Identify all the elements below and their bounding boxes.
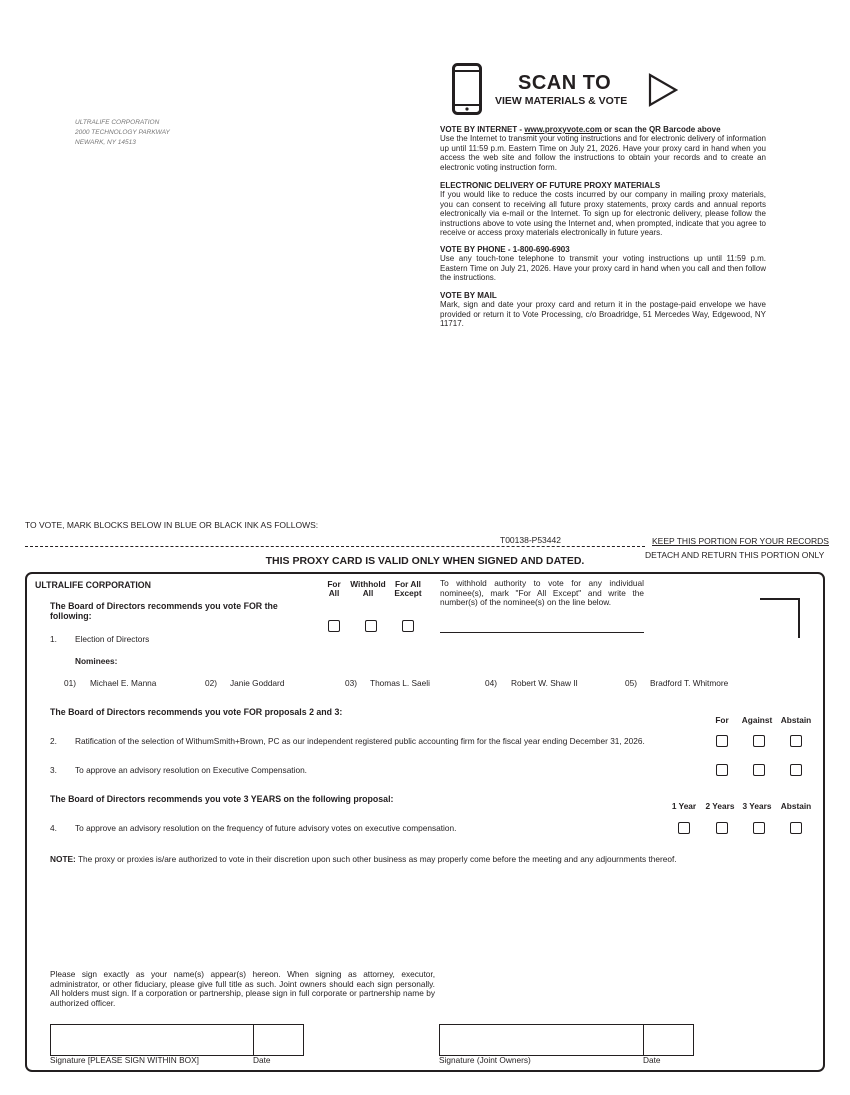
item-3-label: To approve an advisory resolution on Executive Compensation. [75, 765, 307, 775]
item-2-number: 2. [50, 736, 57, 746]
nominee-number: 03) [345, 678, 357, 688]
vote-by-phone [440, 245, 766, 283]
play-arrow-icon [648, 73, 678, 107]
note [50, 855, 696, 865]
col-header-3-years: 3 Years [742, 801, 772, 811]
nominee-number: 04) [485, 678, 497, 688]
vote-mail-body: Mark, sign and date your proxy card and return it in the postage-paid envelope we have provided or return it to Vote Processing, c/o Broadridge, 51 Mercedes Way, Edgewood, NY 11717. [440, 300, 766, 329]
nominee-number: 02) [205, 678, 217, 688]
signature-label: Signature [PLEASE SIGN WITHIN BOX] [50, 1055, 199, 1065]
col-header-for-all [322, 580, 346, 598]
item-1-number: 1. [50, 634, 57, 644]
ink-instruction: TO VOTE, MARK BLOCKS BELOW IN BLUE OR BLACK INK AS FOLLOWS: [25, 520, 319, 530]
validity-notice: THIS PROXY CARD IS VALID ONLY WHEN SIGNED AND DATED. [265, 555, 585, 567]
company-address-line: NEWARK, NY 14513 [75, 139, 136, 146]
col-header-1-year: 1 Year [671, 801, 697, 811]
electronic-delivery-heading: ELECTRONIC DELIVERY OF FUTURE PROXY MATERIALS [440, 181, 661, 190]
col-header-for-all-line: For [327, 579, 341, 589]
checkbox-item-2-abstain[interactable] [790, 735, 802, 747]
vote-by-mail [440, 291, 766, 329]
col-header-for-all-line: All [328, 588, 340, 598]
checkbox-withhold-all[interactable] [365, 620, 377, 632]
checkbox-item-3-for[interactable] [716, 764, 728, 776]
item-4-number: 4. [50, 823, 57, 833]
registration-corner-mark [760, 598, 800, 638]
vote-phone-body: Use any touch-tone telephone to transmit your voting instructions up until 11:59 p.m. Eastern Time on July 21, 2026. Have your proxy card in hand when you call and then follow the instructions. [440, 254, 766, 283]
nominee-number: 01) [64, 678, 76, 688]
checkbox-item-2-for[interactable] [716, 735, 728, 747]
vote-by-internet [440, 125, 766, 172]
scan-subtitle: VIEW MATERIALS & VOTE [495, 95, 628, 107]
col-header-for-all-except-line: For All [395, 579, 421, 589]
checkbox-item-2-against[interactable] [753, 735, 765, 747]
vote-phone-heading: VOTE BY PHONE - 1-800-690-6903 [440, 245, 570, 254]
col-header-against: Against [741, 715, 773, 725]
nominee-name: Thomas L. Saeli [370, 678, 430, 688]
electronic-delivery-body: If you would like to reduce the costs incurred by our company in mailing proxy materials, you can consent to receiving all future proxy statements, proxy cards and annual reports electronically via e-mail or the Internet. To sign up for electronic delivery, please follow the instructions above to vote using the Internet and, when prompted, indicate that you agree to receive or access proxy materials electronically in future years. [440, 190, 766, 238]
item-1-label: Election of Directors [75, 634, 150, 644]
signature-box[interactable] [50, 1024, 254, 1056]
item-3-number: 3. [50, 765, 57, 775]
checkbox-item-4-abstain[interactable] [790, 822, 802, 834]
except-nominee-line[interactable] [440, 632, 644, 633]
signing-instructions: Please sign exactly as your name(s) appear(s) hereon. When signing as attorney, executor, administrator, or other fiduciary, please give full title as such. Joint owners should each sign personally. All holders must sign. If a corporation or partnership, please sign in full corporate or partnership name by authorized officer. [50, 969, 435, 1008]
proxy-card [25, 572, 825, 1072]
joint-date-label: Date [643, 1055, 661, 1065]
checkbox-for-all-except[interactable] [402, 620, 414, 632]
checkbox-item-4-1-year[interactable] [678, 822, 690, 834]
date-label: Date [253, 1055, 271, 1065]
date-box[interactable] [253, 1024, 304, 1056]
joint-date-box[interactable] [643, 1024, 694, 1056]
col-header-for: For [715, 715, 729, 725]
col-header-abstain: Abstain [780, 801, 812, 811]
checkbox-item-4-3-years[interactable] [753, 822, 765, 834]
card-company-name: ULTRALIFE CORPORATION [35, 580, 151, 590]
nominee-name: Michael E. Manna [90, 678, 157, 688]
note-text: The proxy or proxies is/are authorized to vote in their discretion upon such other business as may properly come before the meeting and any adjournments thereof. [75, 854, 677, 864]
col-header-for-all-except-line: Except [394, 588, 422, 598]
vote-internet-heading-suffix: or scan the QR Barcode above [601, 125, 721, 134]
detach-portion-note: DETACH AND RETURN THIS PORTION ONLY [645, 550, 825, 560]
vote-internet-heading-prefix: VOTE BY INTERNET - [440, 125, 525, 134]
item-2-label: Ratification of the selection of WithumSmith+Brown, PC as our independent registered public accounting firm for the fiscal year ending December 31, 2026. [75, 736, 645, 746]
scan-title: SCAN TO [518, 72, 612, 94]
recommendation-2: The Board of Directors recommends you vote FOR proposals 2 and 3: [50, 707, 343, 717]
control-code: T00138-P53442 [497, 535, 564, 545]
col-header-for-all-except [387, 580, 429, 598]
company-address-line: ULTRALIFE CORPORATION [75, 119, 160, 126]
nominee-number: 05) [625, 678, 637, 688]
vote-internet-heading [440, 125, 766, 134]
col-header-withhold-all-line: All [362, 588, 374, 598]
smartphone-icon [452, 63, 482, 115]
nominees-label: Nominees: [75, 656, 118, 666]
nominee-name: Janie Goddard [230, 678, 285, 688]
vote-internet-body: Use the Internet to transmit your voting instructions and for electronic delivery of information up until 11:59 p.m. Eastern Time on July 21, 2026. Have your proxy card in hand when you access the web site and follow the instructions to obtain your records and to create an electronic voting instruction form. [440, 134, 766, 172]
checkbox-item-4-2-years[interactable] [716, 822, 728, 834]
withhold-instruction: To withhold authority to vote for any individual nominee(s), mark "For All Except" and write the number(s) of the nominee(s) on the line below. [440, 578, 644, 607]
keep-portion-note: KEEP THIS PORTION FOR YOUR RECORDS [652, 536, 829, 546]
col-header-withhold-all [345, 580, 391, 598]
joint-signature-box[interactable] [439, 1024, 644, 1056]
vote-mail-heading: VOTE BY MAIL [440, 291, 497, 300]
checkbox-for-all[interactable] [328, 620, 340, 632]
checkbox-item-3-abstain[interactable] [790, 764, 802, 776]
note-label: NOTE: [50, 854, 76, 864]
col-header-2-years: 2 Years [705, 801, 735, 811]
col-header-abstain: Abstain [780, 715, 812, 725]
col-header-withhold-all-line: Withhold [350, 579, 386, 589]
company-address [75, 118, 170, 148]
checkbox-item-3-against[interactable] [753, 764, 765, 776]
company-address-line: 2000 TECHNOLOGY PARKWAY [75, 129, 170, 136]
electronic-delivery [440, 181, 766, 237]
joint-signature-label: Signature (Joint Owners) [439, 1055, 531, 1065]
detach-line [25, 546, 645, 547]
recommendation-3: The Board of Directors recommends you vote 3 YEARS on the following proposal: [50, 794, 394, 804]
recommendation-1: The Board of Directors recommends you vote FOR the following: [50, 601, 278, 621]
proxyvote-link[interactable]: www.proxyvote.com [524, 125, 602, 134]
nominee-name: Robert W. Shaw II [511, 678, 578, 688]
nominee-name: Bradford T. Whitmore [650, 678, 729, 688]
item-4-label: To approve an advisory resolution on the frequency of future advisory votes on executive compensation. [75, 823, 457, 833]
